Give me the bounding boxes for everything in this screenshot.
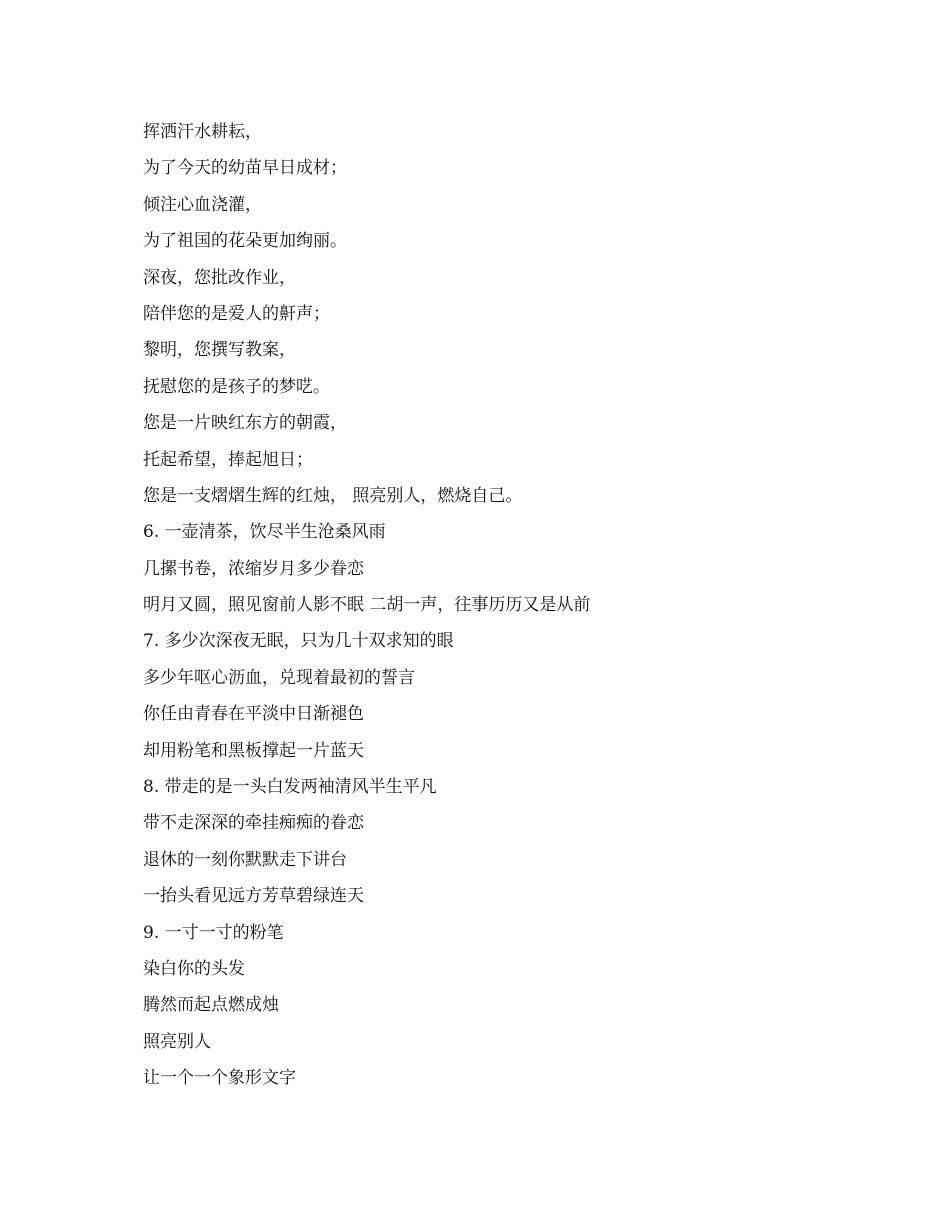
text-line: 您是一支熠熠生辉的红烛， 照亮别人，燃烧自己。 <box>143 485 523 506</box>
numbered-line: 7. 多少次深夜无眠，只为几十双求知的眼 <box>143 631 454 652</box>
text-line: 陪伴您的是爱人的鼾声； <box>143 303 330 324</box>
numbered-line: 8. 带走的是一头白发两袖清风半生平凡 <box>143 777 437 798</box>
text-line: 您是一片映红东方的朝霞， <box>143 413 347 434</box>
numbered-line: 9. 一寸一寸的粉笔 <box>143 922 284 943</box>
text-line: 倾注心血浇灌， <box>143 194 262 215</box>
text-line: 托起希望，捧起旭日； <box>143 449 313 470</box>
text-line: 照亮别人 <box>143 1031 211 1052</box>
text-line: 多少年呕心沥血，兑现着最初的誓言 <box>143 667 415 688</box>
text-line: 带不走深深的牵挂痴痴的眷恋 <box>143 813 364 834</box>
text-line: 却用粉笔和黑板撑起一片蓝天 <box>143 740 364 761</box>
text-line: 抚慰您的是孩子的梦呓。 <box>143 376 330 397</box>
text-line: 挥洒汗水耕耘， <box>143 122 262 142</box>
text-line: 退休的一刻你默默走下讲台 <box>143 849 347 870</box>
text-line: 为了祖国的花朵更加绚丽。 <box>143 231 347 252</box>
text-line: 一抬头看见远方芳草碧绿连天 <box>143 886 364 907</box>
text-line: 让一个一个象形文字 <box>143 1068 296 1089</box>
text-line: 明月又圆，照见窗前人影不眠 二胡一声，往事历历又是从前 <box>143 595 591 616</box>
poem-text-block <box>143 114 903 1097</box>
text-line: 深夜，您批改作业， <box>143 267 296 288</box>
text-line: 为了今天的幼苗早日成材； <box>143 158 347 179</box>
numbered-line: 6. 一壶清茶，饮尽半生沧桑风雨 <box>143 522 386 543</box>
text-line: 染白你的头发 <box>143 958 245 979</box>
text-line: 几摞书卷，浓缩岁月多少眷恋 <box>143 558 364 579</box>
text-line: 腾然而起点燃成烛 <box>143 995 279 1016</box>
text-line: 你任由青春在平淡中日渐褪色 <box>143 704 364 725</box>
text-line: 黎明，您撰写教案， <box>143 340 296 361</box>
